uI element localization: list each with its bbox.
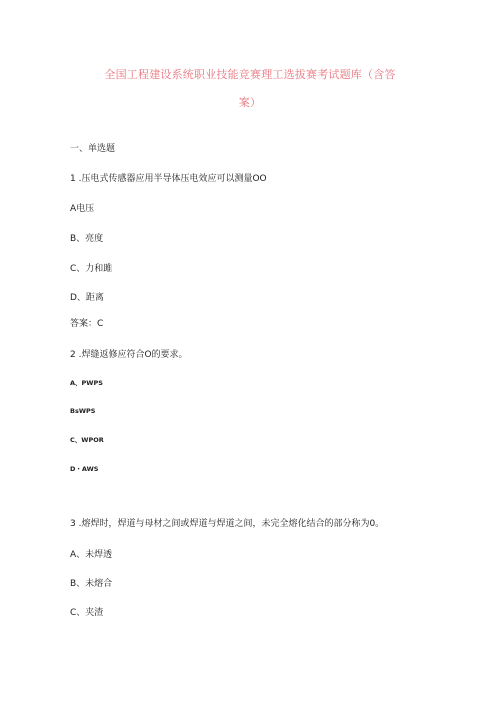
question-1-stem: 1 .压电式传感器应用半导体压电效应可以测量OO <box>70 174 267 184</box>
question-2-option-a: A、PWPS <box>70 379 103 387</box>
question-1-option-d: D、距离 <box>70 293 104 303</box>
question-2-stem: 2 .焊缝返修应符合O的要求。 <box>70 350 188 360</box>
question-3-option-a: A、未焊透 <box>70 550 113 560</box>
question-3-option-c: C、夹渣 <box>70 608 104 618</box>
question-1-option-b: B、亮度 <box>70 234 104 244</box>
question-1-answer: 答案：C <box>70 319 104 329</box>
section-heading: 一、单选题 <box>70 144 116 154</box>
document-title-line1: 全国工程建设系统职业技能竞赛理工选拔赛考试题库（含答 <box>104 68 396 81</box>
question-3-stem: 3 .熔焊时，焊道与母材之间或焊道与焊道之间，未完全熔化结合的部分称为0。 <box>70 519 385 529</box>
question-2-option-c: C、WPOR <box>70 436 104 444</box>
question-1-option-c: C、力和雎 <box>70 264 113 274</box>
question-1-option-a: A电压 <box>70 204 95 214</box>
question-3-option-b: B、未熔合 <box>70 579 113 589</box>
question-2-option-b: BsWPS <box>70 407 96 415</box>
document-title-line2: 案） <box>238 96 262 109</box>
question-2-option-d: D・AWS <box>70 465 99 473</box>
